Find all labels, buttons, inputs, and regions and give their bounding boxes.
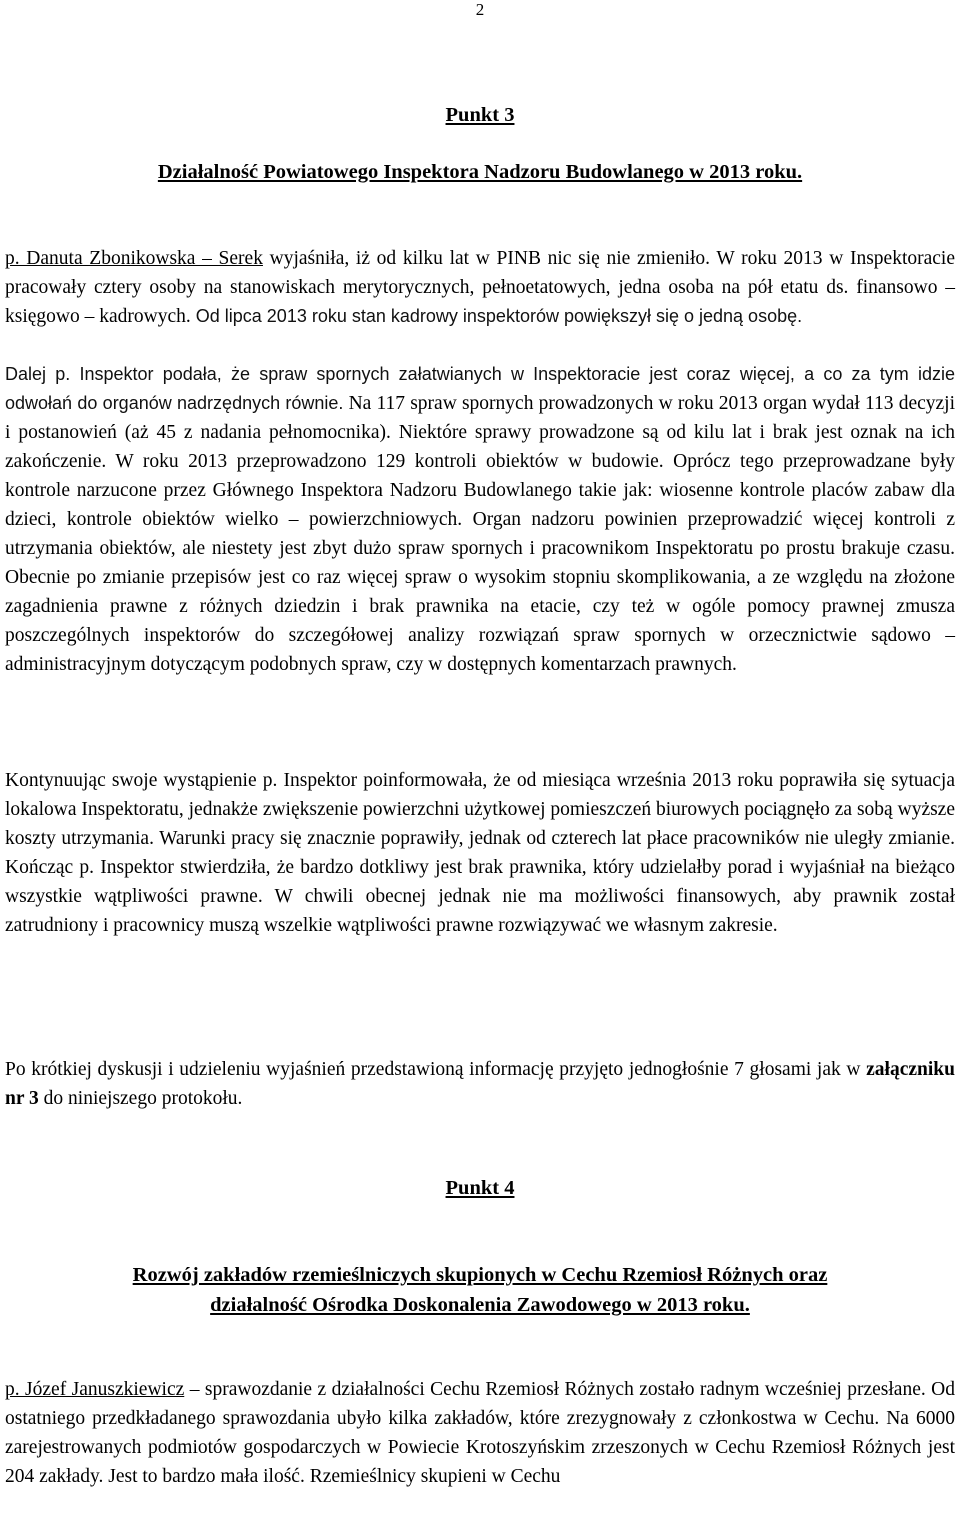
punkt4-heading: Punkt 4 <box>445 1177 515 1199</box>
attachment-reference: załączniku nr 3 <box>5 1059 955 1109</box>
punkt3-paragraph-3: Kontynuując swoje wystąpienie p. Inspektor poinformowała, że od miesiąca września 2013 roku poprawiła się sytuacja lokalowa Inspektoratu, jednakże zwiększenie powierzchni użytkowej pomieszczeń biurowych pociągnęło za sobą wyższe koszty utrzymania. Warunki pracy się znacznie poprawiły, jednak od czterech lat płace pracowników nie uległy zmianie. Kończąc p. Inspektor stwierdziła, że bardzo dotkliwy jest brak prawnika, który udzielałby porad i wyjaśniał na bieżąco wszystkie wątpliwości prawne. W chwili obecnej jednak nie ma możliwości finansowych, aby prawnik został zatrudniony i pracownicy muszą wszelkie wątpliwości prawne rozwiązywać we własnym zakresie. <box>5 770 955 936</box>
paragraph-text-sans: Od lipca 2013 roku stan kadrowy inspektorów powiększył się o jedną osobę. <box>190 306 803 326</box>
paragraph-text: do niniejszego protokołu. <box>38 1088 243 1109</box>
page-number: 2 <box>475 0 485 19</box>
paragraph-text-sans: Dalej p. <box>5 364 71 384</box>
punkt3-paragraph-1 <box>5 244 955 331</box>
paragraph-text: – sprawozdanie z działalności Cechu Rzemiosł Różnych zostało radnym wcześniej przesłane. Od ostatniego przedkładanego sprawozdania ubyło kilka zakładów, które zrezygnowały z członkostwa w Cechu. Na 6000 zarejestrowanych podmiotów gospodarczych w Powiecie Krotoszyńskim zrzeszonych w Cechu Rzemiosł Różnych jest 204 zakłady. Jest to bardzo mała ilość. Rzemieślnicy skupieni w Cechu <box>5 1379 955 1487</box>
paragraph-text: Na 117 spraw spornych prowadzonych w roku 2013 organ wydał 113 decyzji i postanowień (aż 45 z nadania pełnomocnika). Niektóre sprawy prowadzone są od kilu lat i brak jest oznak na ich zakończenie. W roku 2013 przeprowadzono 129 kontroli obiektów w budowie. Oprócz tego przeprowadzane były kontrole narzucone przez Głównego Inspektora Nadzoru Budowlanego takie jak: wiosenne kontrole placów zabaw dla dzieci, kontrole obiektów wielko – powierzchniowych. Organ nadzoru powinien przeprowadzić więcej kontroli z utrzymania obiektów, ale niestety jest zbyt dużo spraw spornych i pracownikom Inspektoratu po prostu brakuje czasu. Obecnie po zmianie przepisów jest co raz więcej spraw o wysokim stopniu skomplikowania, a ze względu na złożone zagadnienia prawne z różnych dziedzin i brak prawnika na etacie, czy też w ogóle pomocy prawnej zmusza poszczególnych inspektorów do szczegółowej analizy rozwiązań spraw spornych w orzecznictwie sądowo – administracyjnym dotyczącym podobnych spraw, czy w dostępnych komentarzach prawnych. <box>5 393 955 675</box>
speaker-name: p. Danuta Zbonikowska – Serek <box>5 248 263 269</box>
punkt3-paragraph-4 <box>5 1055 955 1113</box>
punkt3-heading: Punkt 3 <box>445 104 515 126</box>
paragraph-text: Po krótkiej dyskusji i udzieleniu wyjaśnień przedstawioną informację przyjęto jednogłośnie 7 głosami jak w <box>5 1059 867 1080</box>
speaker-name: p. Józef Januszkiewicz <box>5 1379 185 1400</box>
punkt3-title: Działalność Powiatowego Inspektora Nadzoru Budowlanego w 2013 roku. <box>157 161 803 183</box>
punkt4-title-line-1: Rozwój zakładów rzemieślniczych skupionych w Cechu Rzemiosł Różnych oraz <box>132 1264 828 1286</box>
paragraph-text: wyjaśniła, iż od kilku lat w PINB nic się nie zmieniło. W roku 2013 w Inspektoracie pracowały cztery osoby na stanowiskach merytorycznych, pełnoetatowych, jedna osoba na pół etatu ds. finansowo – księgowo – kadrowych. <box>5 248 955 327</box>
punkt4-paragraph-1 <box>5 1375 955 1491</box>
punkt3-paragraph-2 <box>5 360 955 679</box>
paragraph-text-sans: Inspektor podała, że spraw spornych załatwianych w Inspektoracie jest coraz więcej, a co za tym idzie odwołań do organów nadrzędnych równie. <box>5 364 956 413</box>
punkt4-title-line-2: działalność Ośrodka Doskonalenia Zawodowego w 2013 roku. <box>210 1294 750 1316</box>
